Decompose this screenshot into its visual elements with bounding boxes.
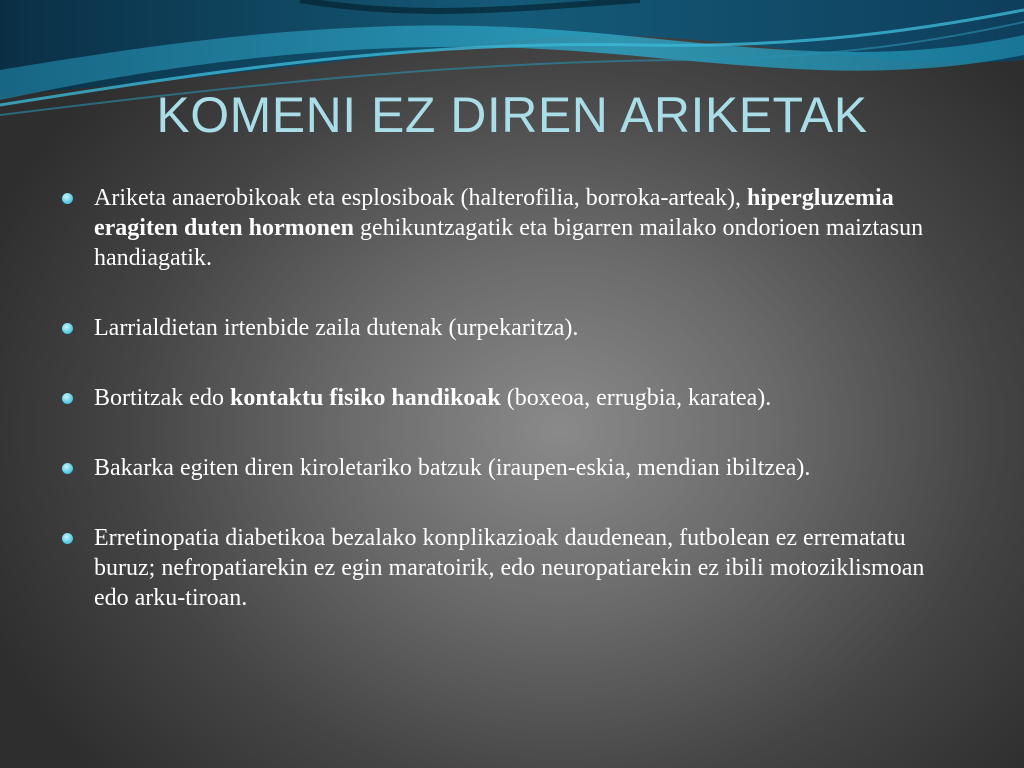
slide-title: KOMENI EZ DIREN ARIKETAK: [156, 87, 868, 143]
bullet-dot-icon: [62, 393, 73, 404]
bullet-dot-icon: [62, 193, 73, 204]
bullet-item: [62, 313, 962, 343]
bullet-text: gehikuntzagatik eta bigarren mailako ondorioen maiztasun handiagatik.: [94, 215, 924, 271]
bullet-bold-text: hipergluzemia eragiten duten hormonen: [94, 185, 894, 241]
bullet-bold-text: kontaktu fisiko handikoak: [229, 385, 501, 411]
bullet-list: [62, 183, 962, 613]
bullet-text: Bortitzak edo: [94, 385, 230, 411]
bullet-dot-icon: [62, 463, 73, 474]
bullet-dot-icon: [62, 533, 73, 544]
bullet-item: [62, 383, 962, 413]
bullet-text: Erretinopatia diabetikoa bezalako konplikazioak daudenean, futbolean ez errematatu buruz; nefropatiarekin ez egin maratoirik, edo neuropatiarekin ez ibili motoziklismoan edo arku-tiroan.: [94, 525, 925, 611]
bullet-text: (boxeoa, errugbia, karatea).: [500, 385, 772, 411]
bullet-dot-icon: [62, 323, 73, 334]
bullet-item: [62, 523, 962, 613]
bullet-text: Bakarka egiten diren kiroletariko batzuk (iraupen-eskia, mendian ibiltzea).: [94, 455, 811, 481]
bullet-item: [62, 183, 962, 273]
bullet-text: Larrialdietan irtenbide zaila dutenak (urpekaritza).: [94, 315, 579, 341]
bullet-text: Ariketa anaerobikoak eta esplosiboak (halterofilia, borroka-arteak),: [94, 185, 748, 211]
bullet-item: [62, 453, 962, 483]
